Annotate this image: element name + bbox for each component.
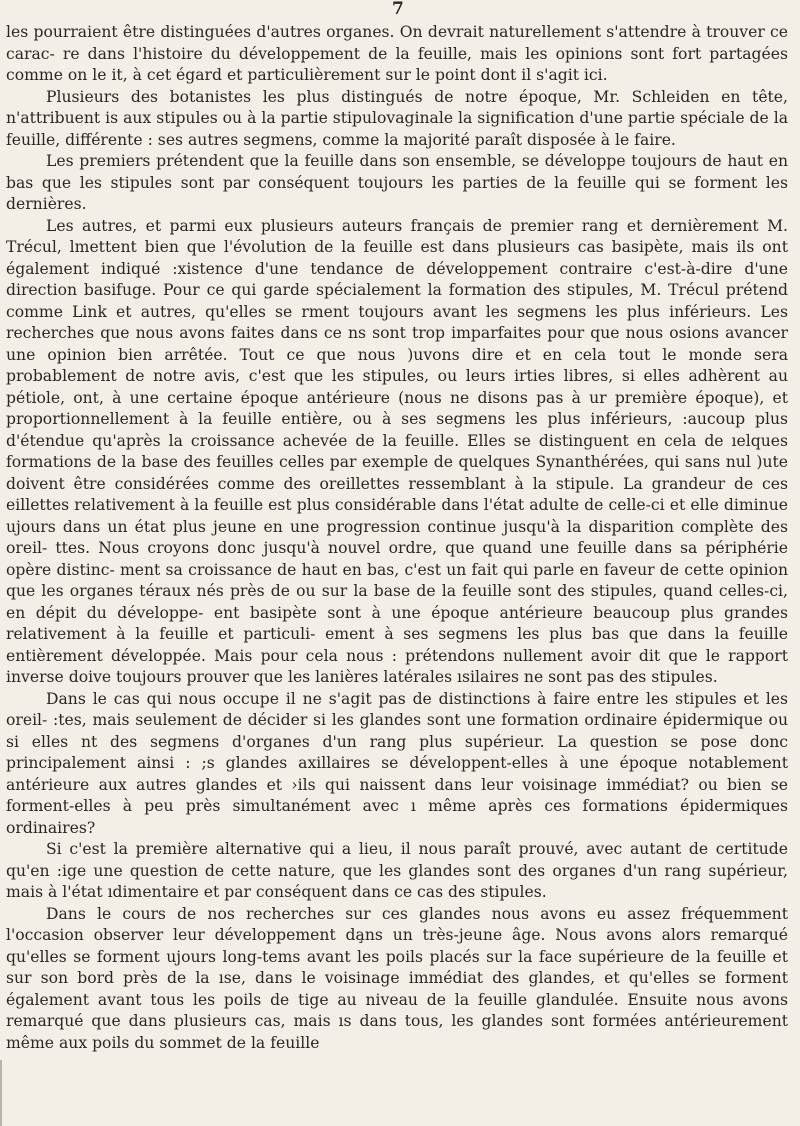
paragraph-1: les pourraient être distinguées d'autres organes. On devrait naturellement s'attendre à trouver ce carac- re dans l'histoire du développement de la feuille, mais les opinions sont fort partagées comme on le it, à cet égard et particulièrement sur le point dont il s'agit ici. bbox=[6, 23, 788, 84]
paragraph-3: Les premiers prétendent que la feuille dans son ensemble, se développe toujours de haut en bas que les stipules sont par conséquent toujours les parties de la feuille qui se forment les dernières. bbox=[6, 152, 788, 213]
paragraph-5: Dans le cas qui nous occupe il ne s'agit pas de distinctions à faire entre les stipules et les oreil- :tes, mais seulement de décider si les glandes sont une formation ordinaire épidermique ou si elles nt des segmens d'organes d'un rang plus supérieur. La question se pose donc principalement ainsi : ;s glandes axillaires se développent-elles à une époque notablement antérieure aux autres glandes et ›ils qui naissent dans leur voisinage immédiat? ou bien se forment-elles à peu près simultanément avec ı même après ces formations épidermiques ordinaires? bbox=[6, 689, 788, 837]
page-number: 7 bbox=[392, 0, 404, 19]
paragraph-6: Si c'est la première alternative qui a lieu, il nous paraît prouvé, avec autant de certitude qu'en :ige une question de cette nature, que les glandes sont des organes d'un rang supérieur, mais à l'état ıdimentaire et par conséquent dans ce cas des stipules. bbox=[6, 840, 788, 901]
page-edge-mark bbox=[0, 1060, 2, 1126]
paragraph-2: Plusieurs des botanistes les plus distingués de notre époque, Mr. Schleiden en tête, n'attribuent is aux stipules ou à la partie stipulovaginale la signification d'une partie spéciale de la feuille, différente : ses autres segmens, comme la majorité paraît disposée à le faire. bbox=[6, 87, 788, 149]
body-text bbox=[6, 22, 788, 1054]
paragraph-4: Les autres, et parmi eux plusieurs auteurs français de premier rang et dernièrement M. Trécul, lmettent bien que l'évolution de la feuille est dans plusieurs cas basipète, mais ils ont également indiqué :xistence d'une tendance de développement contraire c'est-à-dire d'une direction basifuge. Pour ce qui garde spécialement la formation des stipules, M. Trécul prétend comme Link et autres, qu'elles se rment toujours avant les segmens les plus inférieurs. Les recherches que nous avons faites dans ce ns sont trop imparfaites pour que nous osions avancer une opinion bien arrêtée. Tout ce que nous )uvons dire et en cela tout le monde sera probablement de notre avis, c'est que les stipules, ou leurs irties libres, si elles adhèrent au pétiole, ont, à une certaine époque antérieure (nous ne disons pas à ur première époque), et proportionnellement à la feuille entière, ou à ses segmens les plus inférieurs, :aucoup plus d'étendue qu'après la croissance achevée de la feuille. Elles se distinguent en cela de ıelques formations de la base des feuilles celles par exemple de quelques Synanthérées, qui sans nul )ute doivent être considérées comme des oreillettes ressemblant à la stipule. La grandeur de ces eillettes relativement à la feuille est plus considérable dans l'état adulte de celle-ci et elle diminue ujours dans un état plus jeune en une progression continue jusqu'à la disparition complète des oreil- ttes. Nous croyons donc jusqu'à nouvel ordre, que quand une feuille dans sa périphérie opère distinc- ment sa croissance de haut en bas, c'est un fait qui parle en faveur de cette opinion que les organes téraux nés près de ou sur la base de la feuille sont des stipules, quand celles-ci, en dépit du développe- ent basipète sont à une époque antérieure beaucoup plus grandes relativement à la feuille et particuli- ement à ses segmens les plus bas que dans la feuille entièrement développée. Mais pour cela nous : prétendons nullement avoir dit que le rapport inverse doive toujours prouver que les lanières latérales ısilaires ne sont pas des stipules. bbox=[6, 216, 788, 686]
paragraph-7: Dans le cours de nos recherches sur ces glandes nous avons eu assez fréquemment l'occasion observer leur développement da̧ns un très-jeune âge. Nous avons alors remarqué qu'elles se forment ujours long-tems avant les poils placés sur la face supérieure de la feuille et sur son bord près de la ıse, dans le voisinage immédiat des glandes, et qu'elles se forment également avant tous les poils de tige au niveau de la feuille glandulée. Ensuite nous avons remarqué que dans plusieurs cas, mais ıs dans tous, les glandes sont formées antérieurement même aux poils du sommet de la feuille bbox=[6, 904, 788, 1052]
